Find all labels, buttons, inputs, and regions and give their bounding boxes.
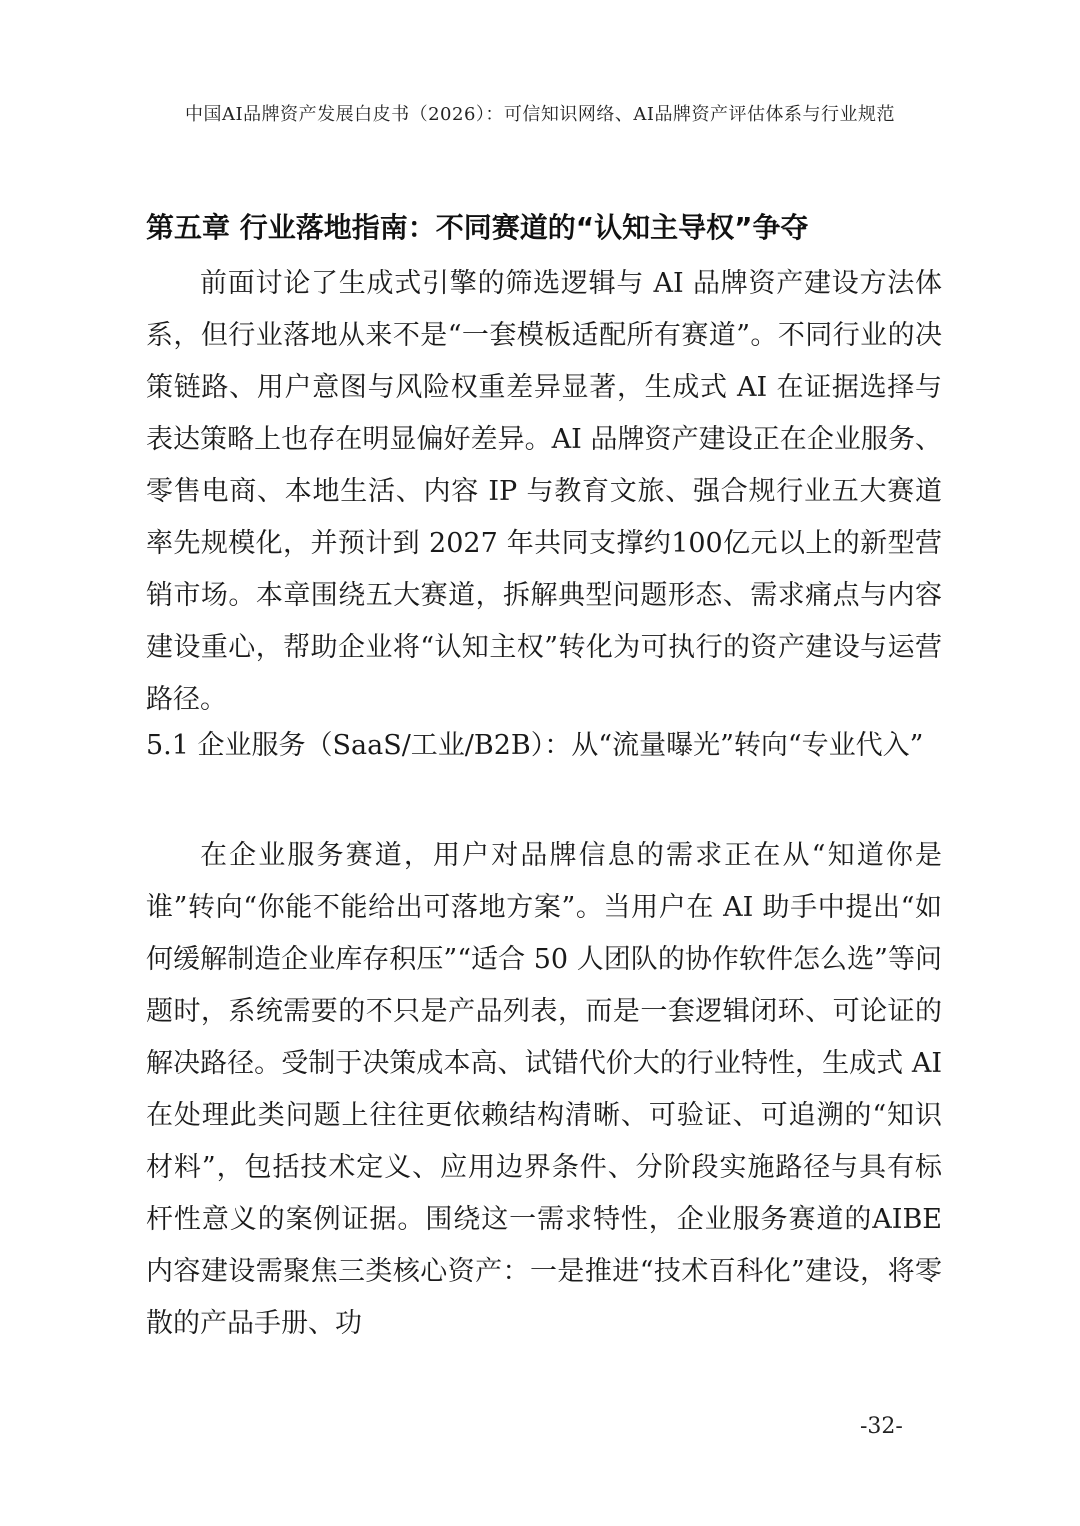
running-header: 中国AI品牌资产发展白皮书（2026）：可信知识网络、AI品牌资产评估体系与行业规范 xyxy=(184,104,896,125)
page-number: -32- xyxy=(860,1414,903,1439)
chapter-title: 第五章 行业落地指南：不同赛道的“认知主导权”争夺 xyxy=(146,211,809,244)
section-5-1-heading: 5.1 企业服务（SaaS/工业/B2B）：从“流量曝光”转向“专业代入” xyxy=(146,730,924,761)
section-5-1-paragraph: 在企业服务赛道，用户对品牌信息的需求正在从“知道你是谁”转向“你能不能给出可落地方案”。当用户在 AI 助手中提出“如何缓解制造企业库存积压”“适合 50 人团队的协作软件怎么选”等问题时，系统需要的不只是产品列表，而是一套逻辑闭环、可论证的解决路径。受制于决策成本高、试错代价大的行业特性，生成式 AI 在处理此类问题上往往更依赖结构清晰、可验证、可追溯的“知识材料”，包括技术定义、应用边界条件、分阶段实施路径与具有标杆性意义的案例证据。围绕这一需求特性，企业服务赛道的AIBE内容建设需聚焦三类核心资产：一是推进“技术百科化”建设，将零散的产品手册、功 xyxy=(146,840,942,1339)
intro-paragraph: 前面讨论了生成式引擎的筛选逻辑与 AI 品牌资产建设方法体系，但行业落地从来不是“一套模板适配所有赛道”。不同行业的决策链路、用户意图与风险权重差异显著，生成式 AI 在证据选择与表达策略上也存在明显偏好差异。AI 品牌资产建设正在企业服务、零售电商、本地生活、内容 IP 与教育文旅、强合规行业五大赛道率先规模化，并预计到 2027 年共同支撑约100亿元以上的新型营销市场。本章围绕五大赛道，拆解典型问题形态、需求痛点与内容建设重心，帮助企业将“认知主权”转化为可执行的资产建设与运营路径。 xyxy=(146,268,942,715)
